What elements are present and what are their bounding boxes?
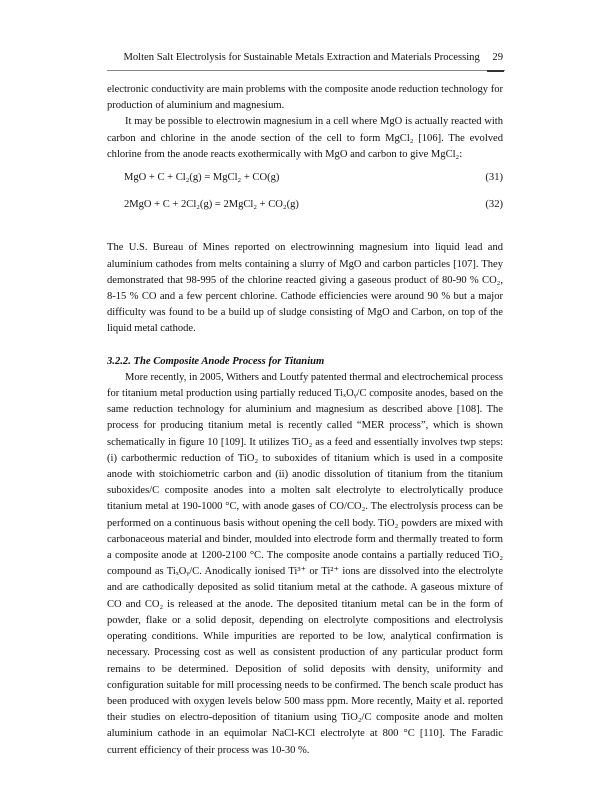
equation-31 (107, 170, 503, 186)
equation-32 (107, 197, 503, 213)
running-header (107, 52, 503, 63)
paragraph-mgo-electrowin: It may be possible to electrowin magnesium in a cell where MgO is actually reacted with carbon and chlorine in the anode section of the cell to form MgCl₂ [106]. The evolved chlorine from the anode reacts exothermically with MgO and carbon to give MgCl₂: (107, 116, 503, 160)
running-title: Molten Salt Electrolysis for Sustainable Metals Extraction and Materials Processing (123, 52, 480, 63)
equation-number: (31) (485, 172, 503, 184)
header-rule (107, 70, 505, 71)
equation-expression: MgO + C + Cl₂(g) = MgCl₂ + CO(g) (124, 172, 280, 184)
page-body (107, 82, 503, 759)
page-number: 29 (492, 52, 503, 63)
paragraph-composite-anode-titanium: More recently, in 2005, Withers and Loutfy patented thermal and electrochemical process for titanium metal production using partially reduced TiₓOᵧ/C composite anodes, based on the same reduction technology for aluminium and magnesium as described above [108]. The process for producing titanium metal is recently called “MER process”, which is shown schematically in figure 10 [109]. It utilizes TiO₂ as a feed and essentially involves twp steps: (i) carbothermic reduction of TiO₂ to suboxides of titanium which is used in a composite anode with stoichiometric carbon and (ii) anodic dissolution of titanium from the titanium suboxides/C composite anodes into a molten salt electrolyte to electrolytically produce titanium metal at 190-1000 °C, with anode gases of CO/CO₂. The electrolysis process can be performed on a continuous basis without opening the cell body. TiO₂ powders are mixed with carbonaceous material and binder, moulded into electrode form and thermally treated to form a composite anode at 1200-2100 °C. The composite anode contains a partially reduced TiO₂ compound as TiₓOᵧ/C. Anodically ionised Ti³⁺ or Ti²⁺ ions are dissolved into the electrolyte and are cathodically deposited as solid titanium metal at the cathode. A gaseous mixture of CO and CO₂ is released at the anode. The deposited titanium metal can be in the form of powder, flake or a solid deposit, depending on electrolyte compositions and electrolysis operating conditions. While impurities are reported to be low, analytical confirmation is necessary. Processing cost as well as consistent production of any particular product form remains to be determined. Deposition of solid deposits with density, uniformity and configuration suitable for mill processing needs to be confirmed. The bench scale product has been produced with oxygen levels below 500 mass ppm. More recently, Maity et al. reported their studies on electro-deposition of titanium using TiO₂/C composite anode and molten aluminium cathode in an equimolar NaCl-KCl electrolyte at 800 °C [110]. The Faradic current efficiency of their process was 10-30 %. (107, 371, 503, 756)
section-heading: 3.2.2. The Composite Anode Process for Titanium (107, 355, 325, 367)
equation-number: (32) (485, 199, 503, 211)
paragraph-bureau-of-mines: The U.S. Bureau of Mines reported on electrowinning magnesium into liquid lead and aluminium cathodes from melts containing a slurry of MgO and carbon particles [107]. They demonstrated that 98-995 of the chlorine reacted giving a gaseous product of 80-90 % CO₂, 8-15 % CO and a few percent chlorine. Cathode efficiencies were around 90 % but a major difficulty was found to be a build up of sludge consisting of MgO and Carbon, on top of the liquid metal cathode. (107, 242, 503, 335)
equation-expression: 2MgO + C + 2Cl₂(g) = 2MgCl₂ + CO₂(g) (124, 199, 299, 211)
paragraph-continuation: electronic conductivity are main problems with the composite anode reduction technology for production of aluminium and magnesium. (107, 84, 503, 112)
header-rule-mark (487, 70, 504, 72)
